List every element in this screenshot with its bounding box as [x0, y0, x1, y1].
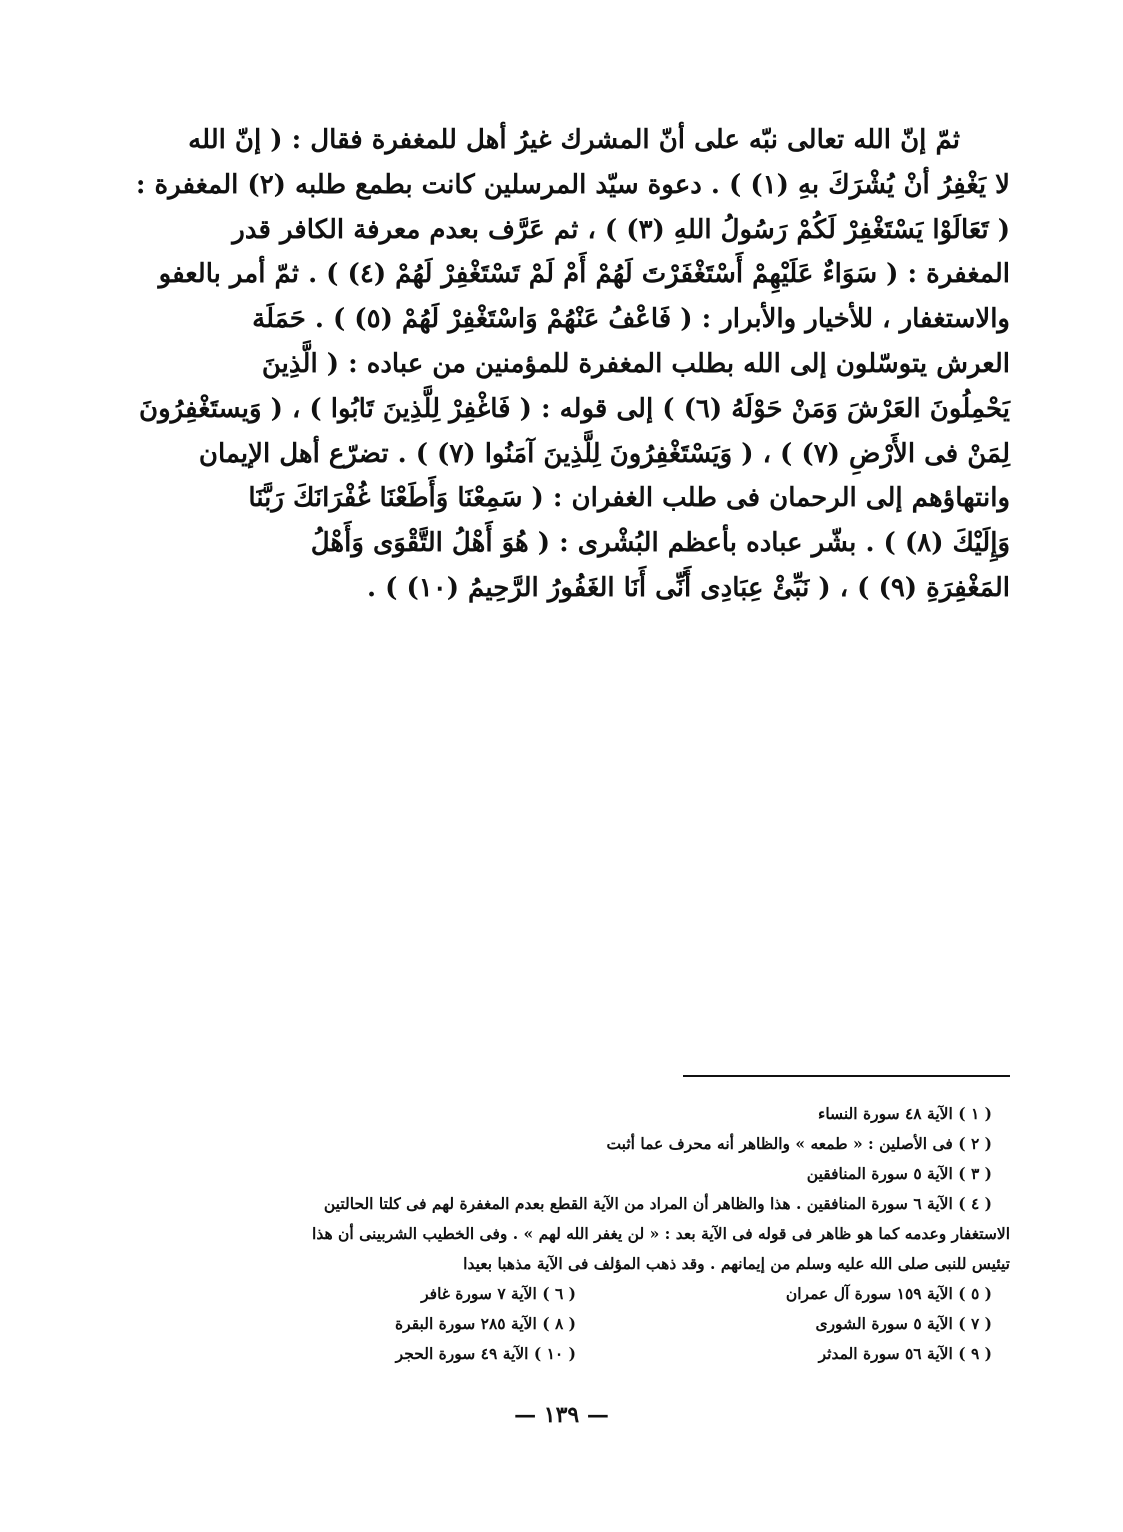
footnote-4-continuation: تيئيس للنبى صلى الله عليه وسلم من إيمانهم . وقد ذهب المؤلف فى الآية مذهبا بعيدا — [463, 1254, 1010, 1273]
footnote-row — [160, 1339, 1010, 1369]
footnote-9: ( ٩ ) الآية ٥٦ سورة المدثر — [818, 1344, 992, 1363]
footnote-10: ( ١٠ ) الآية ٤٩ سورة الحجر — [395, 1344, 576, 1363]
footnote-divider — [683, 1075, 1010, 1077]
footnote-1: ( ١ ) الآية ٤٨ سورة النساء — [818, 1104, 992, 1123]
footnote-row — [160, 1309, 1010, 1339]
body-line: لا يَغْفِرُ أنْ يُشْرَكَ بهِ (١) ) . دعوة سيّد المرسلين كانت بطمع طلبه (٢) المغفرة : — [135, 169, 1010, 200]
body-line: وَإِلَيْكَ (٨) ) . بشّر عباده بأعظم البُشْرى : ( هُوَ أَهْلُ التَّقْوَى وَأَهْلُ — [310, 528, 1010, 559]
main-text-block — [135, 118, 1010, 611]
body-line: المَغْفِرَةِ (٩) ) ، ( نَبِّئْ عِبَادِى أَنِّى أَنَا الغَفُورُ الرَّحِيمُ (١٠) ) . — [366, 572, 1010, 603]
body-line: العرش يتوسّلون إلى الله بطلب المغفرة للمؤمنين من عباده : ( الَّذِينَ — [261, 348, 1010, 379]
body-line: وانتهاؤهم إلى الرحمان فى طلب الغفران : ( سَمِعْنَا وَأَطَعْنَا غُفْرَانَكَ رَبَّنَا — [248, 483, 1010, 514]
footnote-6: ( ٦ ) الآية ٧ سورة غافر — [421, 1284, 576, 1303]
footnote-4-continuation: الاستغفار وعدمه كما هو ظاهر فى قوله فى الآية بعد : « لن يغفر الله لهم » . وفى الخطيب الشربينى أن هذا — [312, 1224, 1010, 1243]
footnote-4: ( ٤ ) الآية ٦ سورة المنافقين . هذا والظاهر أن المراد من الآية القطع بعدم المغفرة لهم فى كلتا الحالتين — [323, 1194, 992, 1213]
footnote-row — [160, 1279, 1010, 1309]
body-line: لِمَنْ فى الأَرْضِ (٧) ) ، ( وَيَسْتَغْفِرُونَ لِلَّذِينَ آمَنُوا (٧) ) . تضرّع أهل الإيمان — [198, 438, 1010, 469]
body-line: ثمّ إنّ الله تعالى نبّه على أنّ المشرك غيرُ أهل للمغفرة فقال : ( إنّ الله — [188, 125, 960, 155]
footnote-3: ( ٣ ) الآية ٥ سورة المنافقين — [806, 1164, 992, 1183]
body-line: ( تَعَالَوْا يَسْتَغْفِرْ لَكُمْ رَسُولُ اللهِ (٣) ) ، ثم عَرَّف بعدم معرفة الكافر قدر — [232, 214, 1010, 245]
footnote-7: ( ٧ ) الآية ٥ سورة الشورى — [815, 1314, 992, 1333]
footnote-2: ( ٢ ) فى الأصلين : « طمعه » والظاهر أنه محرف عما أثبت — [606, 1134, 992, 1153]
footnotes-block — [160, 1099, 1010, 1369]
footnote-8: ( ٨ ) الآية ٢٨٥ سورة البقرة — [395, 1314, 576, 1333]
page-number: — ١٣٩ — — [514, 1402, 609, 1428]
body-line: المغفرة : ( سَوَاءٌ عَلَيْهِمْ أَسْتَغْفَرْتَ لَهُمْ أَمْ لَمْ تَسْتَغْفِرْ لَهُمْ (٤) ) . ثمّ أمر بالعفو — [158, 259, 1010, 290]
body-line: والاستغفار ، للأخيار والأبرار : ( فَاعْفُ عَنْهُمْ وَاسْتَغْفِرْ لَهُمْ (٥) ) . حَمَلَة — [252, 304, 1010, 335]
body-line: يَحْمِلُونَ العَرْشَ وَمَنْ حَوْلَهُ (٦) ) إلى قوله : ( فَاغْفِرْ لِلَّذِينَ تَابُوا ) ، ( وَيستَغْفِرُونَ — [139, 393, 1010, 424]
footnote-5: ( ٥ ) الآية ١٥٩ سورة آل عمران — [785, 1284, 992, 1303]
